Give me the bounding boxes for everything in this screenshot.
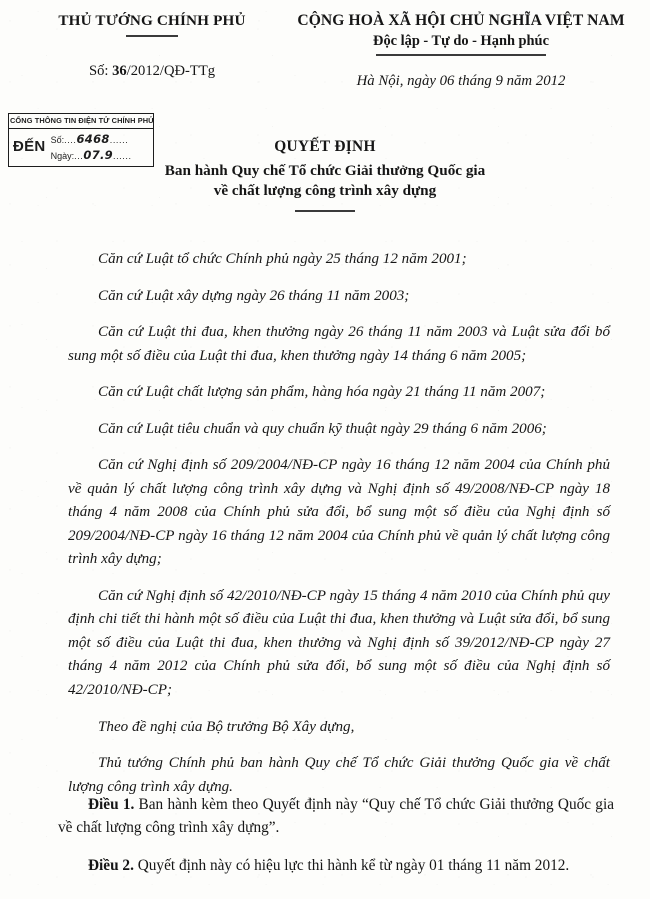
preamble-paragraph: Căn cứ Luật tổ chức Chính phủ ngày 25 tháng 12 năm 2001; — [98, 251, 467, 267]
arrival-stamp-number-dots-left: .... — [64, 134, 77, 145]
document-subtitle-line-1: Ban hành Quy chế Tổ chức Giải thưởng Quốc gia — [164, 162, 486, 179]
article-label: Điều 2. — [88, 856, 134, 874]
document-number-suffix: /2012/QĐ-TTg — [126, 62, 216, 79]
document-number — [18, 63, 286, 80]
preamble-paragraph: Căn cứ Luật chất lượng sản phẩm, hàng hóa ngày 21 tháng 11 năm 2007; — [98, 384, 546, 401]
document-subtitle — [0, 161, 650, 201]
arrival-stamp-date-value: 07.9 — [83, 147, 113, 162]
preamble-section — [68, 248, 610, 799]
motto-underline-rule — [376, 54, 546, 56]
arrival-stamp-title: CỔNG THÔNG TIN ĐIỆN TỬ CHÍNH PHỦ — [9, 114, 153, 129]
arrival-stamp-date-label: Ngày: — [50, 150, 75, 161]
national-heading-block — [286, 12, 650, 90]
arrival-stamp-number-label: Số: — [50, 134, 65, 145]
document-subtitle-line-2: về chất lượng công trình xây dựng — [213, 182, 437, 200]
arrival-stamp-den-label: ĐẾN — [13, 138, 46, 156]
preamble-paragraph: Căn cứ Nghị định số 42/2010/NĐ-CP ngày 15 tháng 4 năm 2010 của Chính phủ quy định chi tiết thi hành một số điều của Luật thi đua, khen thưởng và Luật sửa đổi, bổ sung một số điều của Luật thi đua, khen thưởng và Nghị định số 39/2012/NĐ-CP ngày 27 tháng 4 năm 2012 của Chính phủ sửa đổi, bổ sung một số điều của Nghị định số 42/2010/NĐ-CP; — [68, 587, 610, 698]
issuing-authority-block — [0, 12, 286, 80]
national-motto: Độc lập - Tự do - Hạnh phúc — [373, 33, 549, 49]
articles-section — [58, 793, 614, 877]
article-paragraph — [58, 793, 614, 840]
article-label: Điều 1. — [88, 796, 135, 813]
article-paragraph — [58, 854, 614, 877]
issuing-authority-name: THỦ TƯỚNG CHÍNH PHỦ — [58, 12, 246, 29]
document-title-block — [0, 138, 650, 212]
preamble-paragraph: Căn cứ Nghị định số 209/2004/NĐ-CP ngày 16 tháng 12 năm 2004 của Chính phủ về quản lý chất lượng công trình xây dựng và Nghị định số 49/2008/NĐ-CP ngày 18 tháng 4 năm 2008 của Chính phủ sửa đổi, bổ sung một số điều của Nghị định số 209/2004/NĐ-CP ngày 16 tháng 12 năm 2004 của Chính phủ về quản lý chất lượng công trình xây dựng; — [68, 457, 610, 568]
preamble-paragraph: Căn cứ Luật thi đua, khen thưởng ngày 26 tháng 11 năm 2003 và Luật sửa đổi bổ sung một số điều của Luật thi đua, khen thưởng ngày 14 tháng 6 năm 2005; — [68, 324, 610, 364]
document-type-title: QUYẾT ĐỊNH — [274, 138, 376, 155]
document-number-prefix: Số: — [88, 62, 113, 79]
preamble-paragraph: Căn cứ Luật tiêu chuẩn và quy chuẩn kỹ thuật ngày 29 tháng 6 năm 2006; — [98, 420, 547, 437]
authority-underline-rule — [126, 35, 178, 37]
preamble-paragraph: Theo đề nghị của Bộ trưởng Bộ Xây dựng, — [98, 718, 355, 735]
preamble-paragraph: Thủ tướng Chính phủ ban hành Quy chế Tổ chức Giải thưởng Quốc gia về chất lượng công trình xây dựng. — [68, 755, 610, 795]
arrival-stamp-number-value: 6468 — [76, 131, 110, 146]
arrival-stamp-date-dots-right: ...... — [112, 150, 132, 161]
article-text: Quyết định này có hiệu lực thi hành kể từ ngày 01 tháng 11 năm 2012. — [133, 856, 570, 874]
document-number-value: 36 — [112, 62, 127, 79]
place-and-date: Hà Nội, ngày 06 tháng 9 năm 2012 — [356, 72, 566, 89]
national-title: CỘNG HOÀ XÃ HỘI CHỦ NGHĨA VIỆT NAM — [297, 12, 625, 29]
title-underline-rule — [295, 210, 355, 212]
arrival-stamp-number-dots-right: ...... — [109, 134, 129, 145]
article-text: Ban hành kèm theo Quyết định này “Quy chế Tổ chức Giải thưởng Quốc gia về chất lượng công trình xây dựng”. — [58, 796, 614, 837]
document-header — [0, 12, 650, 90]
preamble-paragraph: Căn cứ Luật xây dựng ngày 26 tháng 11 năm 2003; — [98, 287, 410, 304]
arrival-stamp-date-dots-left: ... — [74, 150, 84, 161]
